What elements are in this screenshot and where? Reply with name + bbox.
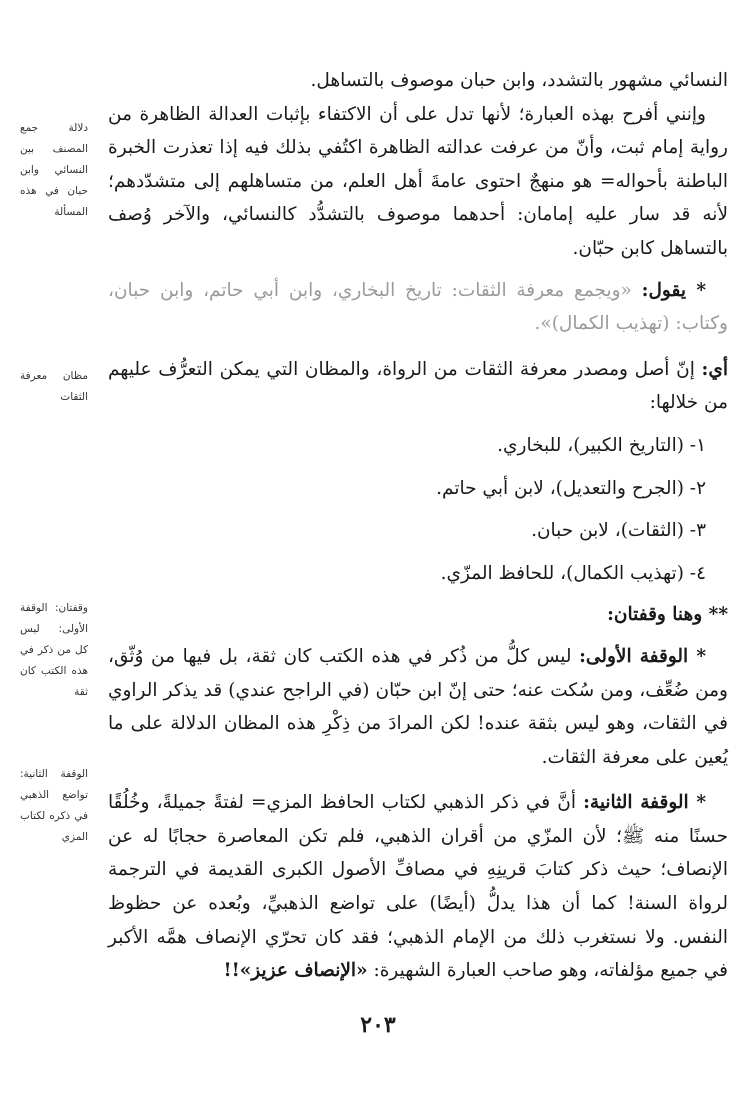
list-item: ٢- (الجرح والتعديل)، لابن أبي حاتم. bbox=[436, 477, 706, 499]
second-point-text: أنَّ في ذكر الذهبي لكتاب الحافظ المزي= لفتةً جميلةً، وخُلُقًا حسنًا منه ﷺ؛ لأن المزّي من أقران الذهبي، فلم تكن المعاصرة حجابًا له عن الإنصاف؛ حيث ذكر كتابَ قرينِهِ في مصافِّ الأصول الكبرى القديمة في الترجمة لرواة السنة! كما أن هذا يدلُّ (أيضًا) على تواضع الذهبيِّ، وبُعده عن حظوظ النفس. ولا نستغرب ذلك من الإمام الذهبي؛ فقد كان تحرّي الإنصاف همَّه الأكبر في جميع مؤلفاته، وهو صاحب العبارة الشهيرة: bbox=[108, 792, 728, 982]
paragraph-5 bbox=[108, 640, 728, 774]
paragraph-4-text: إنّ أصل ومصدر معرفة الثقات من الرواة، والمظان التي يمكن التعرُّف عليهم من خلالها: bbox=[108, 358, 728, 414]
famous-phrase: «الإنصاف عزيز»!! bbox=[223, 960, 368, 982]
paragraph-2: وإنني أفرح بهذه العبارة؛ لأنها تدل على أن الاكتفاء بإثبات العدالة الظاهرة من رواية إمام ثبت، وأنّ من عرفت عدالته الظاهرة اكتُفي بذلك فيه إذا تعذرت الخبرة الباطنة بأحواله= هو منهجٌ احتوى عامةَ أهل العلم، من متساهلهم إلى متشدّدهم؛ لأنه قد سار عليه إمامان: أحدهما موصوف بالتشدُّد كالنسائي، والآخر وُصف بالتساهل كابن حبّان. bbox=[108, 103, 728, 259]
list-item: ٤- (تهذيب الكمال)، للحافظ المزّي. bbox=[440, 562, 706, 584]
paragraph-6 bbox=[108, 786, 728, 988]
first-point-text: ليس كلُّ من ذُكر في هذه الكتب كان ثقة، بل فيها من وُثّق، ومن ضُعِّف، ومن سُكت عنه؛ حتى إنّ ابن حبّان (في الراجح عندي) قد يذكر الراوي في الثقات، وهو ليس بثقة عنده! لكن المرادَ من ذِكْرِ هذه المظان الدلالة على ما يُعين على معرفة الثقات. bbox=[108, 645, 728, 768]
margin-note: دلالة جمع المصنف بين النسائي وابن حبان في هذه المسألة bbox=[20, 122, 88, 218]
paragraph-4 bbox=[108, 353, 728, 420]
section-heading: ** وهنا وقفتان: bbox=[607, 604, 728, 626]
list-item: ٣- (الثقات)، لابن حبان. bbox=[531, 520, 706, 542]
margin-note: مظان معرفة الثقات bbox=[20, 370, 88, 403]
sources-list bbox=[108, 429, 728, 590]
quote-marker: * يقول: bbox=[641, 279, 706, 301]
faded-quote: «ويجمع معرفة الثقات: تاريخ البخاري، وابن أبي حاتم، وابن حبان، وكتاب: (تهذيب الكمال)». bbox=[108, 279, 728, 335]
first-point-lead: * الوقفة الأولى: bbox=[579, 645, 706, 667]
paragraph-1: النسائي مشهور بالتشدد، وابن حبان موصوف بالتساهل. bbox=[310, 70, 728, 91]
margin-note: وقفتان: الوقفة الأولى: ليس كل من ذكر في هذه الكتب كان ثقة bbox=[20, 602, 88, 698]
margin-note: الوقفة الثانية: تواضع الذهبي في ذكره لكتاب المزي bbox=[20, 768, 88, 843]
list-item: ١- (التاريخ الكبير)، للبخاري. bbox=[497, 434, 706, 456]
page-number: ٢٠٣ bbox=[360, 1012, 396, 1038]
second-point-lead: * الوقفة الثانية: bbox=[583, 792, 706, 814]
paragraph-3-quote bbox=[108, 274, 728, 341]
main-text bbox=[108, 64, 728, 988]
paragraph-4-lead: أي: bbox=[701, 358, 728, 380]
